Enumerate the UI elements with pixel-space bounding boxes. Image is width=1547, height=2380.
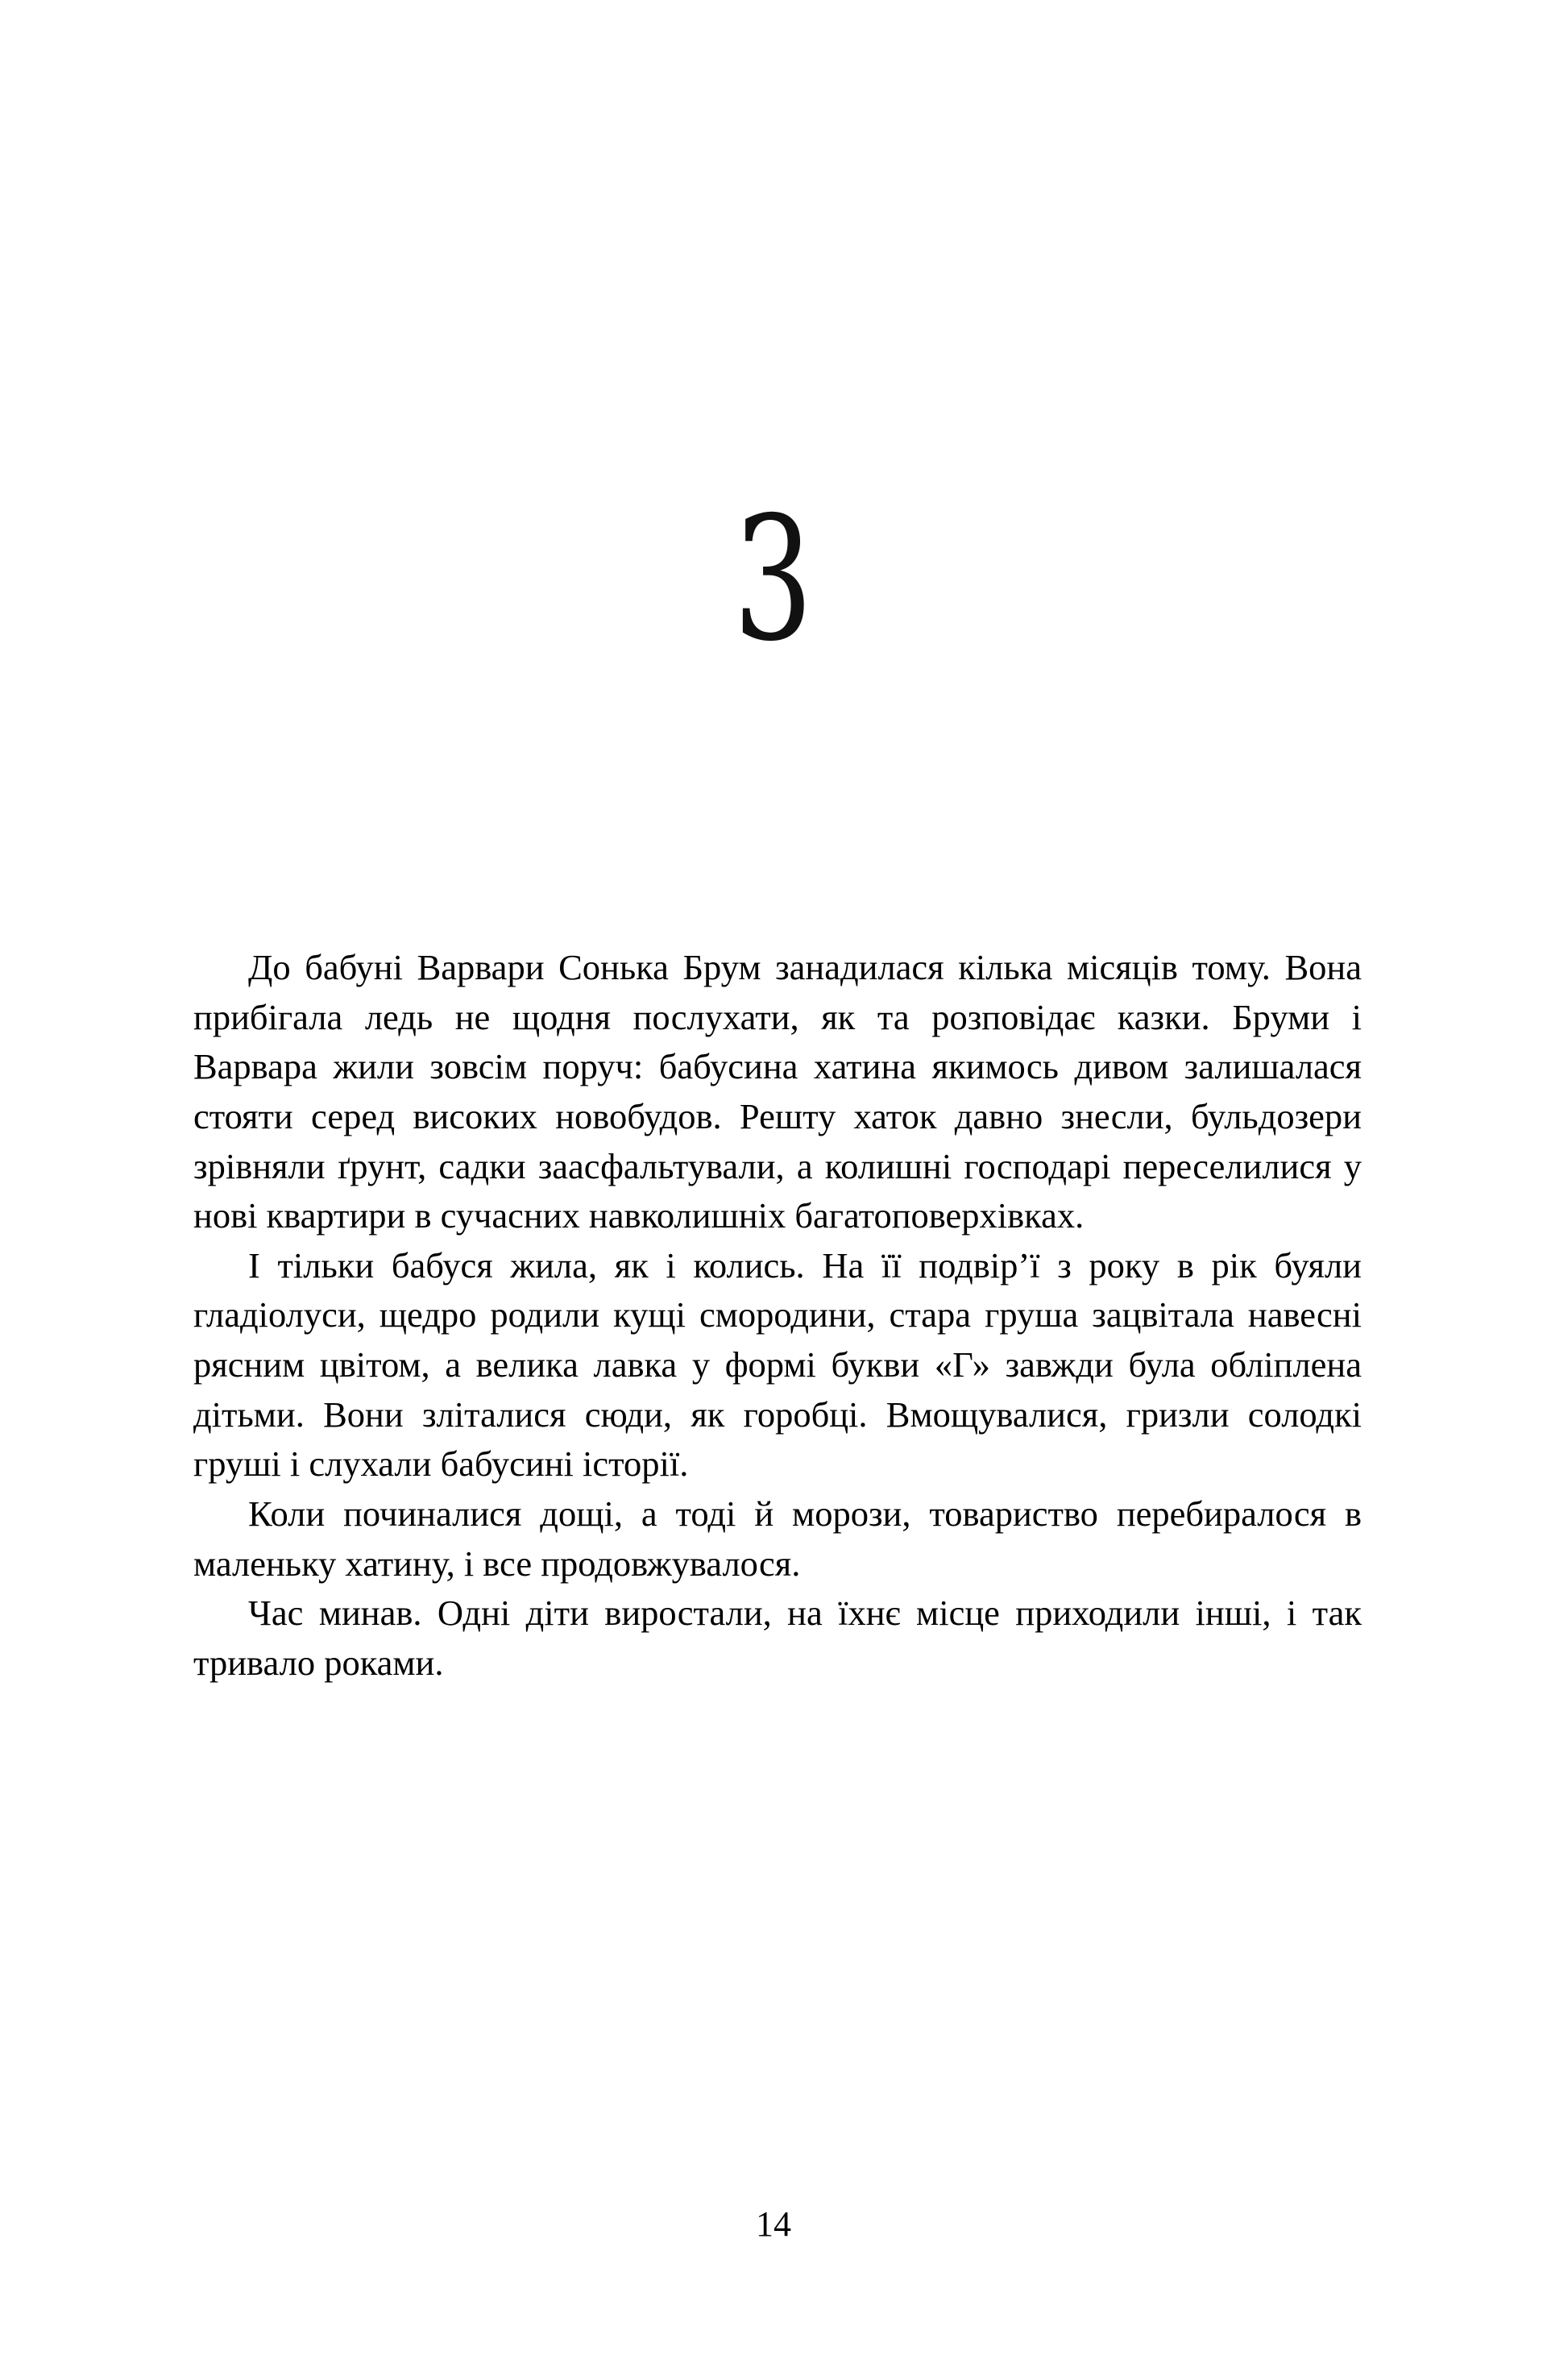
paragraph: Час минав. Одні діти виростали, на їхнє місце приходили інші, і так тривало роками. xyxy=(193,1593,1362,1683)
page-body xyxy=(193,943,1362,1688)
paragraph: І тільки бабуся жила, як і колись. На її подвір’ї з року в рік буяли гладіолуси, щедро родили кущі смородини, стара груша зацвітала навесні рясним цвітом, а велика лавка у формі букви «Г» завжди була обліплена дітьми. Вони зліталися сюди, як горобці. Вмощувалися, гризли солодкі груші і слухали бабусині історії. xyxy=(193,1244,1362,1485)
chapter-number xyxy=(0,480,1547,679)
paragraph: До бабуні Варвари Сонька Брум занадилася кілька місяців тому. Вона прибігала ледь не щодня послухати, як та розповідає казки. Бруми і Варвара жили зовсім поруч: бабусина хатина якимось дивом залишалася стояти серед високих новобудов. Решту хаток давно знесли, бульдозери зрівняли ґрунт, садки заасфальтували, а колишні господарі переселилися у нові квартири в сучасних навколишніх багатоповерхівках. xyxy=(193,947,1362,1236)
chapter-number-glyph: 3 xyxy=(733,480,814,679)
page-number: 14 xyxy=(756,2204,791,2244)
paragraph: Коли починалися дощі, а тоді й морози, товариство перебиралося в маленьку хатину, і все продовжувалося. xyxy=(193,1493,1362,1584)
